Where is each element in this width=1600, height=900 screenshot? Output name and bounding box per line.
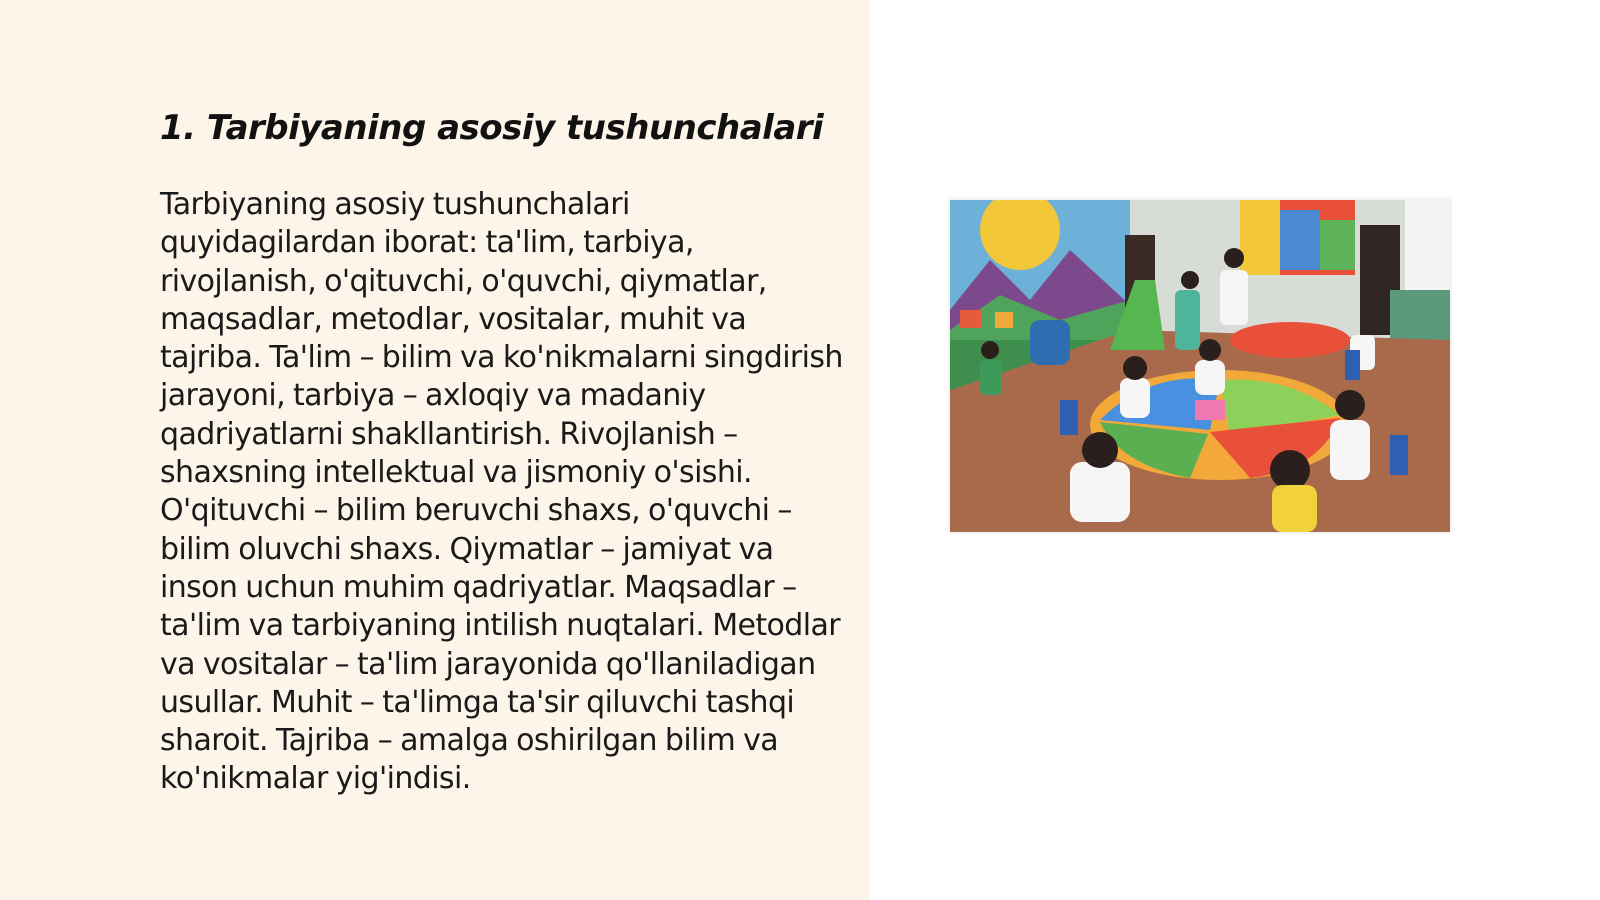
classroom-photo <box>950 200 1450 532</box>
slide-title: 1. Tarbiyaning asosiy tushunchalari <box>160 108 824 148</box>
slide-body-text: Tarbiyaning asosiy tushunchalari quyidagilardan iborat: ta'lim, tarbiya, rivojlanish, o'qituvchi, o'quvchi, qiymatlar, maqsadlar, metodlar, vositalar, muhit va tajriba. Ta'lim – bilim va ko'nikmalarni singdirish jarayoni, tarbiya – axloqiy va madaniy qadriyatlarni shakllantirish. Rivojlanish – shaxsning intellektual va jismoniy o'sishi. O'qituvchi – bilim beruvchi shaxs, o'quvchi – bilim oluvchi shaxs. Qiymatlar – jamiyat va inson uchun muhim qadriyatlar. Maqsadlar – ta'lim va tarbiyaning intilish nuqtalari. Metodlar va vositalar – ta'lim jarayonida qo'llaniladigan usullar. Muhit – ta'limga ta'sir qiluvchi tashqi sharoit. Tajriba – amalga oshirilgan bilim va ko'nikmalar yig'indisi. <box>160 187 843 797</box>
classroom-photo-illustration <box>950 200 1450 532</box>
